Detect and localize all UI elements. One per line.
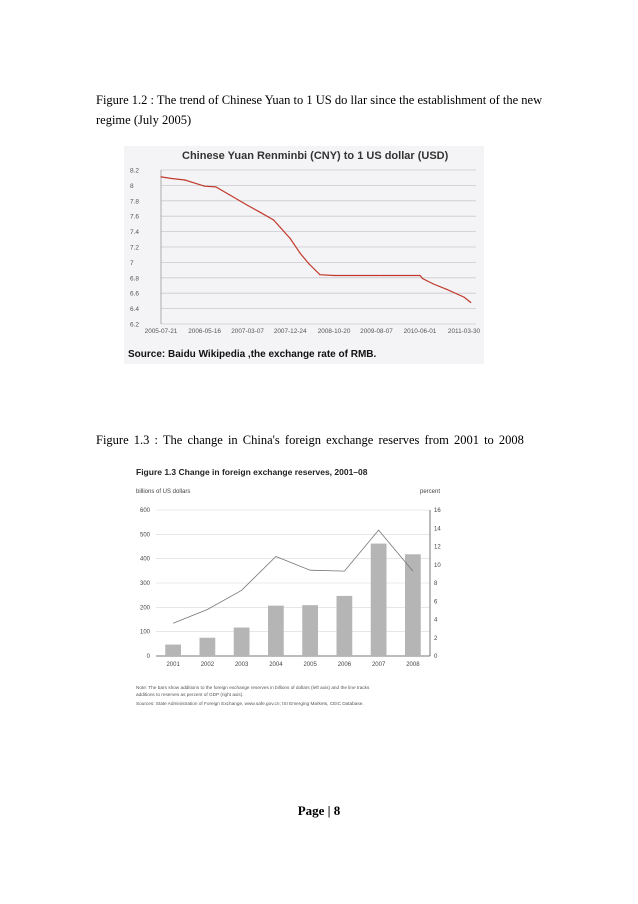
y-tick-label-left: 600 bbox=[139, 508, 150, 514]
x-tick-label: 2001 bbox=[166, 662, 180, 668]
data-point bbox=[215, 186, 216, 187]
bar bbox=[199, 638, 215, 656]
data-point bbox=[260, 212, 261, 213]
chart-note-line-1: Note: The bars show additions to the foreign exchange reserves in billions of dollars (left axis) and the line tracks bbox=[136, 685, 370, 690]
bar bbox=[165, 645, 181, 656]
data-point bbox=[463, 296, 464, 297]
exchange-rate-chart bbox=[124, 146, 484, 364]
figure-1-2-image bbox=[124, 146, 484, 364]
y-tick-label-left: 300 bbox=[139, 581, 150, 587]
y-tick-label: 6.2 bbox=[130, 321, 140, 329]
figure-1-3-image bbox=[134, 466, 460, 718]
x-tick-label: 2008 bbox=[406, 662, 420, 668]
series-line bbox=[161, 177, 471, 303]
bar bbox=[268, 606, 284, 656]
data-point bbox=[446, 289, 447, 290]
bar bbox=[302, 605, 318, 656]
data-point bbox=[229, 194, 230, 195]
y-axis-label-right: percent bbox=[419, 489, 441, 495]
y-axis-label-left: billions of US dollars bbox=[136, 489, 191, 495]
page-number: Page | 8 bbox=[297, 803, 341, 818]
chart-sources: Sources: State Administration of Foreign Exchange, www.safe.gov.cn; ISI Emerging Markets, CEIC Database. bbox=[136, 701, 364, 706]
figure-1-3-caption: Figure 1.3 : The change in China's foreign exchange reserves from 2001 to 2008 bbox=[96, 433, 524, 447]
chart-title: Figure 1.3 Change in foreign exchange reserves, 2001–08 bbox=[136, 467, 368, 477]
x-tick-label: 2008-10-20 bbox=[317, 328, 351, 335]
y-tick-label: 7.6 bbox=[130, 213, 140, 221]
x-tick-label: 2009-08-07 bbox=[360, 328, 393, 335]
bar-series bbox=[165, 544, 421, 656]
y-tick-label-right: 16 bbox=[434, 508, 441, 514]
y-tick-label: 6.4 bbox=[130, 306, 140, 314]
data-point bbox=[290, 238, 291, 239]
y-tick-label-right: 6 bbox=[434, 599, 438, 606]
y-tick-label-left: 500 bbox=[139, 532, 150, 539]
data-point bbox=[204, 186, 205, 187]
y-tick-label-right: 4 bbox=[434, 617, 438, 624]
data-point bbox=[419, 275, 420, 276]
y-axis-ticks bbox=[130, 168, 139, 329]
y-tick-label-right: 0 bbox=[434, 654, 438, 660]
data-point bbox=[433, 283, 434, 284]
x-tick-label: 2005-07-21 bbox=[144, 328, 178, 335]
x-tick-label: 2006 bbox=[337, 662, 352, 668]
y-tick-label-left: 400 bbox=[139, 556, 150, 563]
reserves-chart bbox=[134, 466, 460, 718]
x-tick-label: 2011-03-30 bbox=[447, 328, 481, 335]
series-group bbox=[160, 176, 471, 303]
y-tick-label: 7.4 bbox=[130, 229, 140, 237]
y-tick-label-right: 8 bbox=[434, 581, 438, 587]
data-point bbox=[273, 219, 274, 220]
figure-1-2-caption: Figure 1.2 : The trend of Chinese Yuan to 1 US do llar since the establishment of the new regime (July 2005) bbox=[96, 93, 543, 127]
data-point bbox=[184, 179, 185, 180]
x-axis-ticks bbox=[145, 328, 481, 335]
data-point bbox=[171, 178, 172, 179]
y-axis-ticks-right bbox=[434, 508, 441, 660]
y-tick-label: 8.2 bbox=[130, 167, 140, 175]
data-point bbox=[247, 205, 248, 206]
data-point bbox=[319, 274, 320, 275]
chart-note-line-2: additions to reserves as percent of GDP (right axis). bbox=[136, 692, 244, 697]
data-point bbox=[422, 278, 423, 279]
y-tick-label: 7 bbox=[130, 259, 134, 267]
chart-source: Source: Baidu Wikipedia ,the exchange rate of RMB. bbox=[128, 349, 377, 360]
y-tick-label-left: 200 bbox=[139, 605, 150, 612]
y-tick-label-right: 10 bbox=[434, 562, 441, 569]
x-tick-label: 2007 bbox=[371, 662, 386, 668]
y-tick-label: 6.6 bbox=[130, 290, 140, 298]
y-tick-label: 6.8 bbox=[130, 275, 140, 283]
x-tick-label: 2007-03-07 bbox=[231, 328, 264, 335]
bar bbox=[234, 628, 250, 656]
data-point bbox=[353, 275, 354, 276]
y-tick-label-right: 14 bbox=[434, 526, 441, 533]
x-tick-label: 2005 bbox=[303, 662, 317, 668]
y-axis-ticks-left bbox=[140, 508, 151, 660]
x-tick-label: 2007-12-24 bbox=[273, 328, 307, 335]
data-point bbox=[308, 263, 309, 264]
y-tick-label-right: 12 bbox=[434, 544, 441, 551]
chart-title: Chinese Yuan Renminbi (CNY) to 1 US dollar (USD) bbox=[182, 150, 449, 162]
bar bbox=[405, 554, 421, 656]
y-tick-label-right: 2 bbox=[434, 635, 438, 642]
chart-gridlines bbox=[156, 510, 430, 656]
x-tick-label: 2010-06-01 bbox=[403, 328, 437, 335]
data-point bbox=[333, 275, 334, 276]
bar bbox=[336, 596, 352, 656]
y-tick-label: 7.8 bbox=[130, 198, 140, 206]
chart-gridlines bbox=[161, 170, 476, 324]
x-axis-ticks bbox=[166, 662, 420, 668]
data-point bbox=[470, 302, 471, 303]
data-point bbox=[160, 176, 161, 177]
y-tick-label-left: 100 bbox=[139, 629, 150, 636]
x-tick-label: 2002 bbox=[200, 662, 215, 668]
x-tick-label: 2004 bbox=[269, 662, 283, 668]
x-tick-label: 2003 bbox=[234, 662, 249, 668]
data-point bbox=[397, 275, 398, 276]
y-tick-label: 8 bbox=[130, 182, 134, 190]
y-tick-label: 7.2 bbox=[130, 244, 140, 252]
data-point bbox=[300, 253, 301, 254]
data-point bbox=[376, 275, 377, 276]
x-tick-label: 2006-05-16 bbox=[188, 328, 221, 335]
bar bbox=[371, 544, 387, 656]
y-tick-label-left: 0 bbox=[146, 654, 150, 660]
